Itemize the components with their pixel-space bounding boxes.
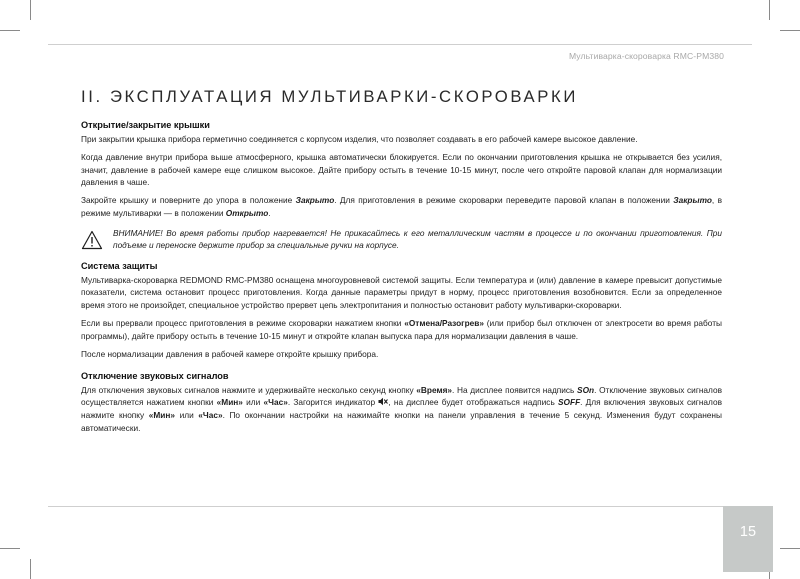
page-number: 15 xyxy=(739,524,757,540)
page-content xyxy=(81,87,722,440)
page-number-tab xyxy=(723,506,773,572)
crop-mark xyxy=(769,0,770,20)
chapter-title: II. ЭКСПЛУАТАЦИЯ МУЛЬТИВАРКИ-СКОРОВАРКИ xyxy=(81,87,578,106)
paragraph: После нормализации давления в рабочей камере откройте крышку прибора. xyxy=(81,348,379,359)
paragraph: Закройте крышку и поверните до упора в положение Закрыто. Для приготовления в режиме скороварки переведите паровой клапан в положении Закрыто, в режиме мультиварки — в положении Открыто. xyxy=(81,195,722,218)
paragraph: Для отключения звуковых сигналов нажмите и удерживайте несколько секунд кнопку «Время». На дисплее появится надпись SOn. Отключение звуковых сигналов осуществляется нажатием кнопки «Мин» или «Час». Загорится индикатор , на дисплее будет отображаться надпись SOFF. Для включения звуковых сигналов нажмите кнопку «Мин» или «Час». По окончании настройки на нажимайте кнопки на панели управления в течение 5 секунд. Изменения будут сохранены автоматически. xyxy=(81,384,722,433)
paragraph: Когда давление внутри прибора выше атмосферного, крышка автоматически блокируется. Если по окончании приготовления крышка не открывается без усилия, значит, давление в рабочей камере еще слишком высокое. Дайте прибору остыть в течение 10-15 минут, после чего откройте паровой клапан для нормализации давления в чаше. xyxy=(81,152,722,188)
crop-mark xyxy=(30,0,31,20)
warning-note xyxy=(81,227,722,252)
sound-off-icon xyxy=(378,397,388,406)
section-heading-lid: Открытие/закрытие крышки xyxy=(81,120,210,130)
crop-mark xyxy=(780,548,800,549)
section-heading-protection: Система защиты xyxy=(81,260,158,271)
section-heading-sound: Отключение звуковых сигналов xyxy=(81,370,229,381)
warning-text: ВНИМАНИЕ! Во время работы прибор нагревается! Не прикасайтесь к его металлическим частям в процессе и по окончании приготовления. При подъеме и переноске держите прибор за специальные ручки на корпусе. xyxy=(113,227,722,251)
header-rule xyxy=(48,44,752,45)
crop-mark xyxy=(0,30,20,31)
crop-mark xyxy=(30,559,31,579)
paragraph: Мультиварка-скороварка REDMOND RMC-PM380 оснащена многоуровневой системой защиты. Если температура и (или) давление в камере превысит допустимые показатели, система остановит процесс приготовления. Когда данные параметры придут в норму, процесс приготовления возобновится. Если за определенное время этого не произойдет, специальное устройство прервет цепь электропитания и полностью остановит работу мультиварки-скороварки. xyxy=(81,274,722,310)
warning-triangle-icon xyxy=(81,230,103,250)
footer-rule xyxy=(48,506,752,507)
crop-mark xyxy=(780,30,800,31)
paragraph: Если вы прервали процесс приготовления в режиме скороварки нажатием кнопки «Отмена/Разогрев» (или прибор был отключен от электросети во время работы программы), дайте прибору остыть в течение 10-15 минут и откройте клапан выпуска пара для нормализации давления в чаше. xyxy=(81,318,722,341)
running-title: Мультиварка-скороварка RMC-PM380 xyxy=(568,51,724,61)
crop-mark xyxy=(0,548,20,549)
paragraph: При закрытии крышка прибора герметично соединяется с корпусом изделия, что позволяет создавать в его рабочей камере высокое давление. xyxy=(81,134,638,144)
